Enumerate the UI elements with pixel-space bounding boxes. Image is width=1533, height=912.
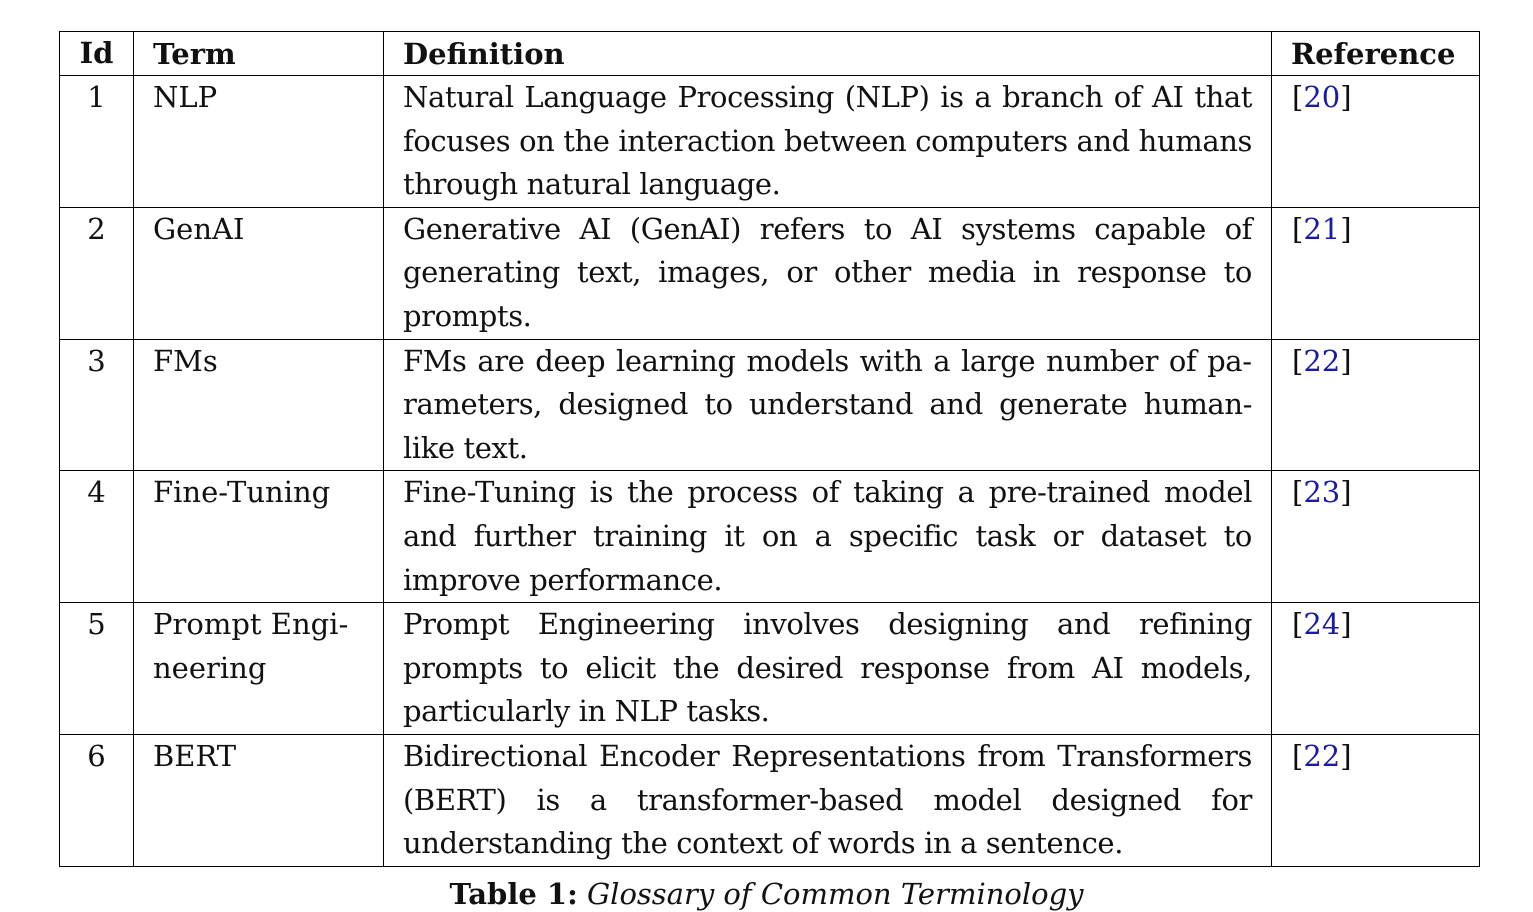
citation-link[interactable]: 20	[1303, 80, 1341, 114]
row-id: 4	[60, 471, 134, 603]
caption-text: Glossary of Common Terminology	[587, 877, 1084, 911]
ref-close-bracket: ]	[1340, 738, 1352, 773]
ref-open-bracket: [	[1292, 343, 1304, 378]
citation-link[interactable]: 22	[1303, 343, 1341, 378]
table-row	[60, 734, 1480, 866]
table-row	[60, 339, 1480, 471]
header-definition: Definition	[384, 32, 1272, 76]
citation-link[interactable]: 21	[1303, 211, 1341, 246]
row-id: 1	[60, 76, 134, 208]
row-reference	[1272, 339, 1480, 471]
row-id: 5	[60, 603, 134, 735]
row-reference	[1272, 603, 1480, 735]
row-reference	[1272, 207, 1480, 339]
row-term: Fine-Tuning	[134, 471, 384, 603]
citation-link[interactable]: 24	[1303, 607, 1341, 642]
row-definition: Natural Language Processing (NLP) is a branch of AI that focuses on the interaction between computers and humans through natural language.	[384, 76, 1272, 208]
row-term: Prompt Engineering	[134, 603, 384, 735]
ref-open-bracket: [	[1292, 607, 1304, 642]
table-row	[60, 76, 1480, 208]
row-reference	[1272, 471, 1480, 603]
row-term: GenAI	[134, 207, 384, 339]
row-definition: Bidirectional Encoder Representations from Transformers (BERT) is a transformer-based model designed for understanding the context of words in a sentence.	[384, 734, 1272, 866]
row-definition: Generative AI (GenAI) refers to AI systems capable of generating text, images, or other media in response to prompts.	[384, 207, 1272, 339]
ref-close-bracket: ]	[1340, 607, 1352, 642]
table-caption	[0, 876, 1533, 912]
row-definition: FMs are deep learning models with a large number of parameters, designed to understand and generate human-like text.	[384, 339, 1272, 471]
header-id: Id	[60, 32, 134, 76]
ref-close-bracket: ]	[1340, 211, 1352, 246]
table-row	[60, 207, 1480, 339]
row-id: 3	[60, 339, 134, 471]
ref-open-bracket: [	[1292, 80, 1304, 114]
ref-open-bracket: [	[1292, 211, 1304, 246]
row-term: FMs	[134, 339, 384, 471]
ref-close-bracket: ]	[1340, 343, 1352, 378]
header-reference: Reference	[1272, 32, 1480, 76]
row-term: NLP	[134, 76, 384, 208]
row-reference	[1272, 76, 1480, 208]
row-id: 2	[60, 207, 134, 339]
citation-link[interactable]: 23	[1303, 475, 1341, 510]
row-id: 6	[60, 734, 134, 866]
glossary-table	[59, 31, 1480, 867]
citation-link[interactable]: 22	[1303, 738, 1341, 773]
row-term: BERT	[134, 734, 384, 866]
ref-open-bracket: [	[1292, 738, 1304, 773]
table-row	[60, 603, 1480, 735]
caption-label: Table 1:	[449, 877, 578, 911]
ref-close-bracket: ]	[1340, 475, 1352, 510]
row-definition: Fine-Tuning is the process of taking a pre-trained model and further training it on a specific task or dataset to improve performance.	[384, 471, 1272, 603]
table-row	[60, 471, 1480, 603]
row-reference	[1272, 734, 1480, 866]
row-definition: Prompt Engineering involves designing and refining prompts to elicit the desired response from AI models, particularly in NLP tasks.	[384, 603, 1272, 735]
header-term: Term	[134, 32, 384, 76]
table-header-row	[60, 32, 1480, 76]
ref-open-bracket: [	[1292, 475, 1304, 510]
glossary-table-container	[59, 31, 1479, 867]
ref-close-bracket: ]	[1340, 80, 1352, 114]
